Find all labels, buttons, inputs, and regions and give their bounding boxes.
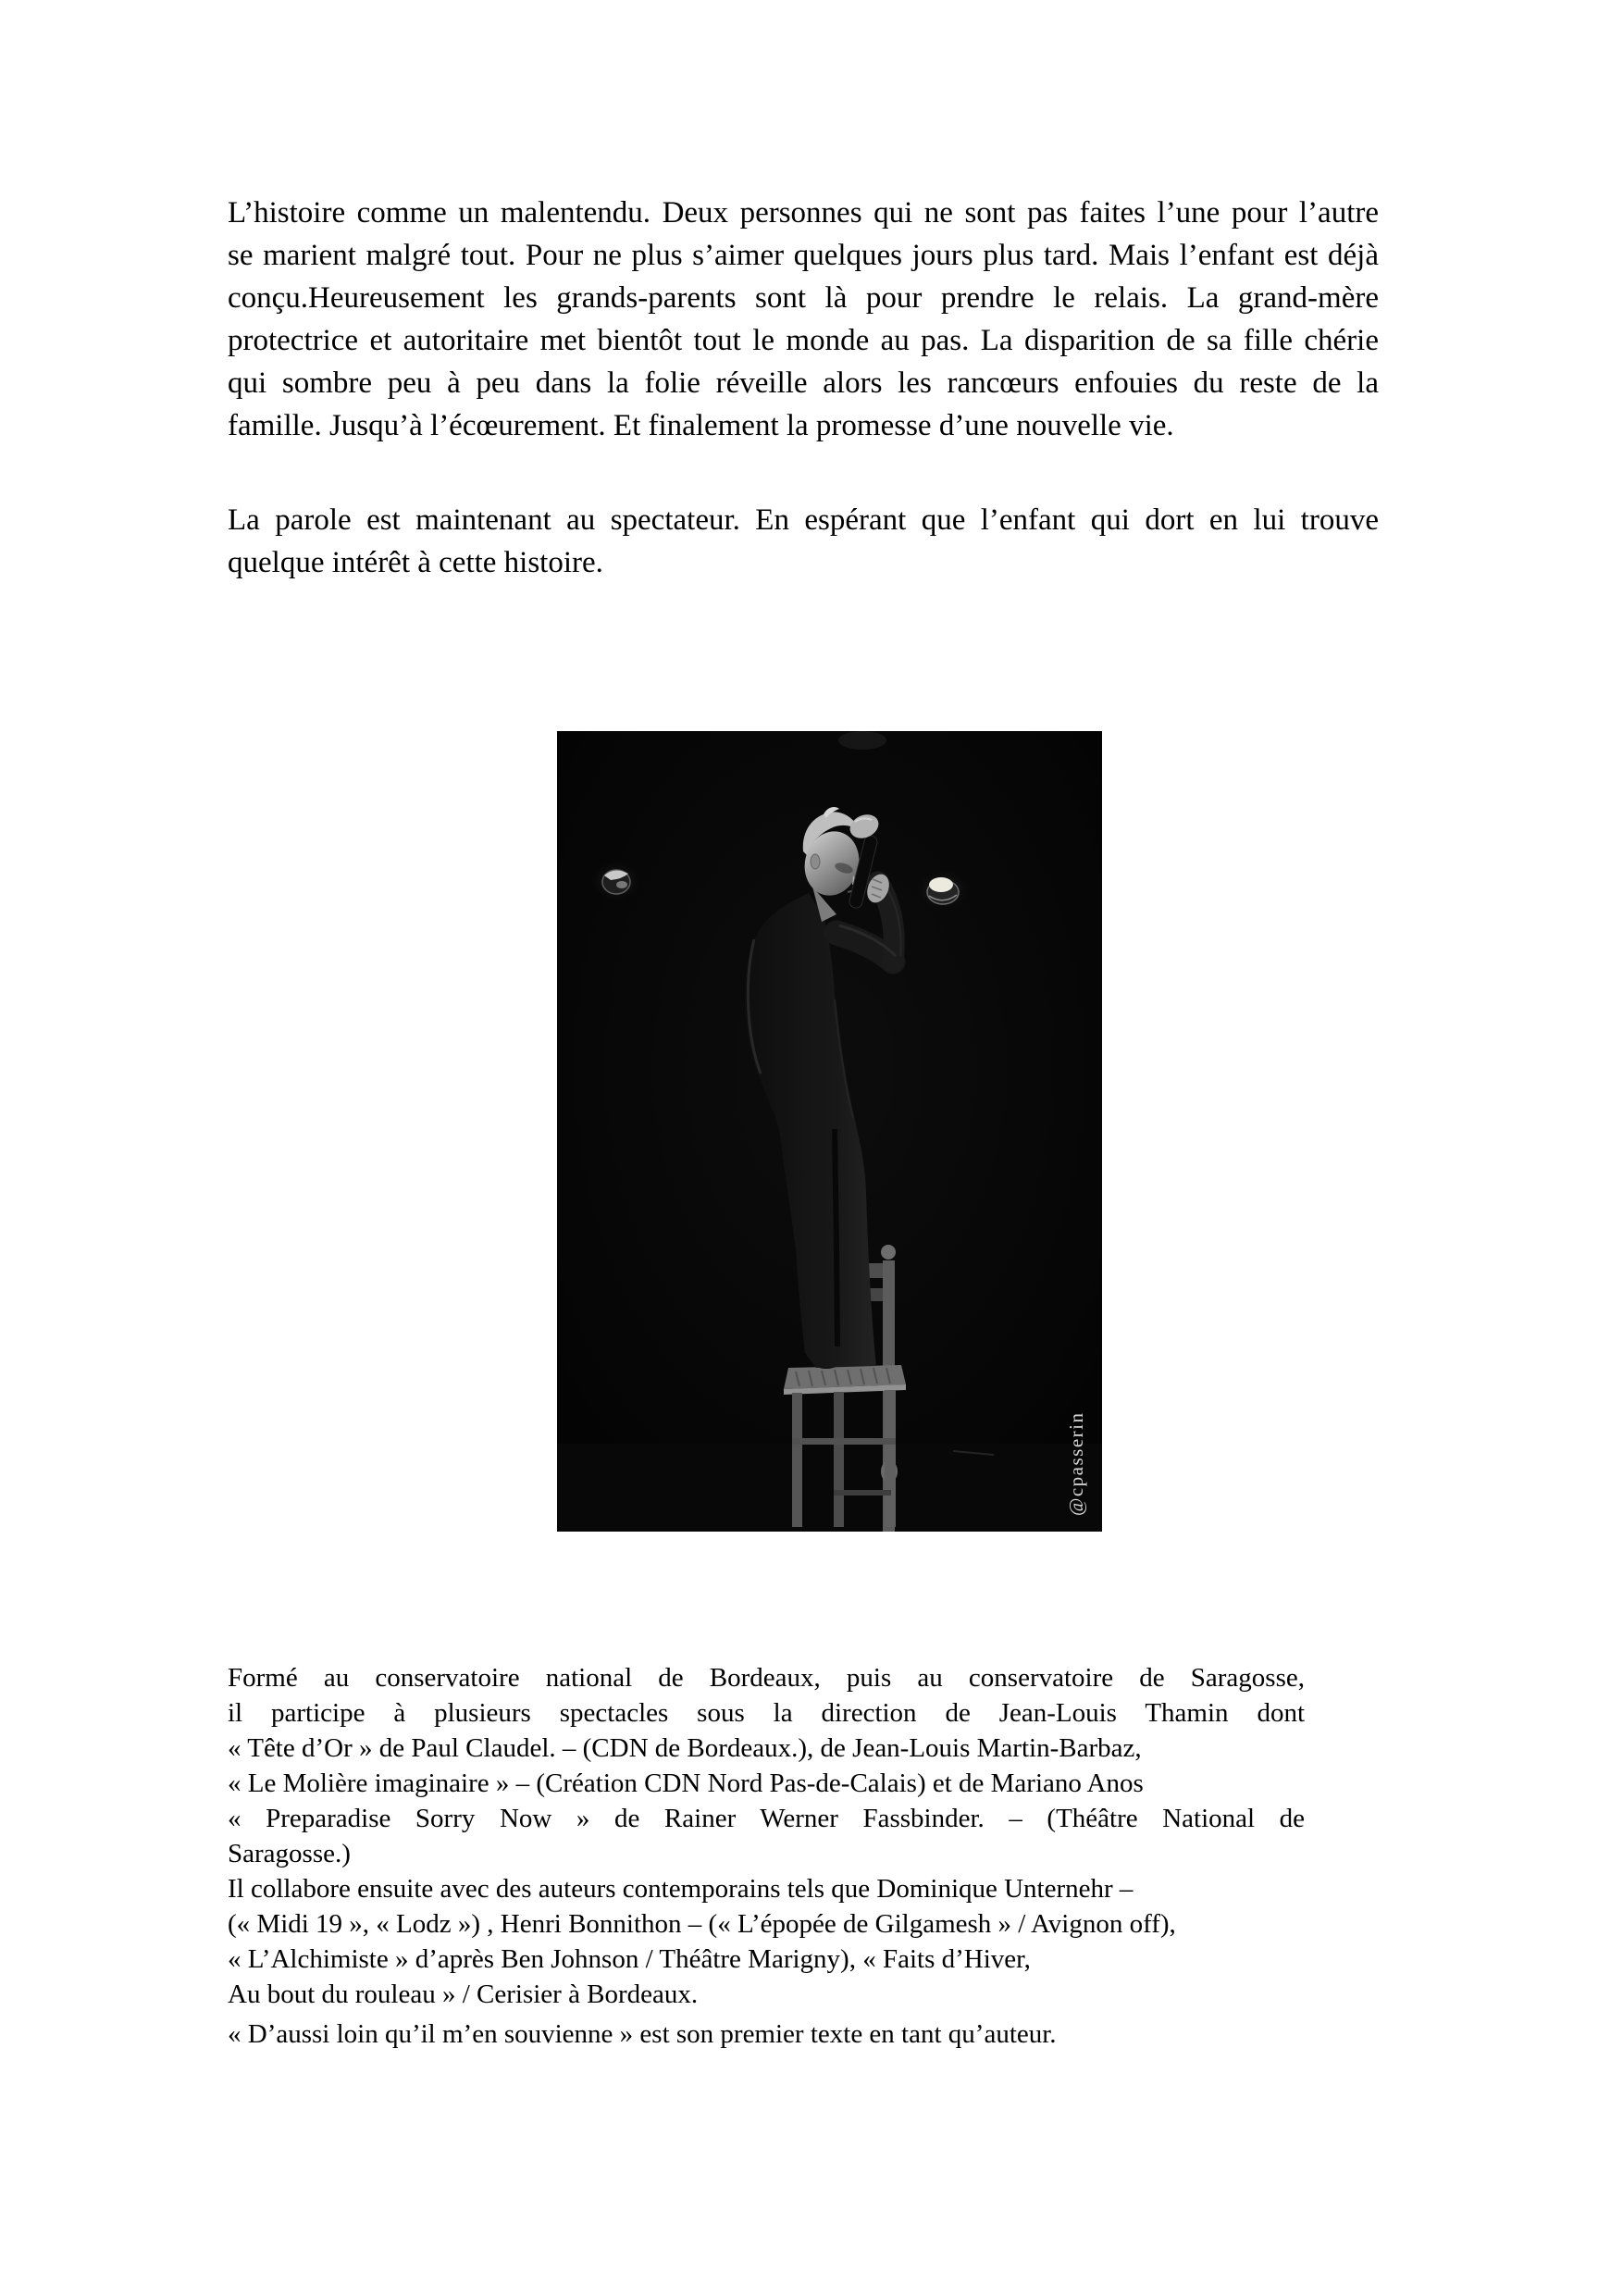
watermark-credit: @cpasserin	[1065, 1411, 1087, 1516]
stage-light-left	[588, 859, 644, 903]
bio-paragraph-2	[228, 1871, 1305, 2012]
dim-light-glow	[838, 731, 886, 750]
text-line: « L’Alchimiste » d’après Ben Johnson / Théâtre Marigny), « Faits d’Hiver,	[228, 1944, 1031, 1974]
text-line: « D’aussi loin qu’il m’en souvienne » est son premier texte en tant qu’auteur.	[228, 2019, 1057, 2049]
intro-paragraph-2	[228, 499, 1379, 584]
text-line: « Preparadise Sorry Now » de Rainer Werner Fassbinder. – (Théâtre National de	[228, 1804, 1305, 1833]
text-line: qui sombre peu à peu dans la folie réveille alors les rancœurs enfouies du reste de la	[228, 366, 1379, 400]
text-line: « Tête d’Or » de Paul Claudel. – (CDN de Bordeaux.), de Jean-Louis Martin-Barbaz,	[228, 1733, 1142, 1763]
intro-paragraph-1	[228, 192, 1379, 447]
text-line: il participe à plusieurs spectacles sous la direction de Jean-Louis Thamin dont	[228, 1698, 1305, 1728]
stage-floor	[557, 1444, 1102, 1532]
stage-photo-image	[557, 731, 1102, 1532]
text-line: (« Midi 19 », « Lodz ») , Henri Bonnithon – (« L’épopée de Gilgamesh » / Avignon off),	[228, 1909, 1176, 1939]
text-line: La parole est maintenant au spectateur. En espérant que l’enfant qui dort en lui trouve	[228, 503, 1379, 537]
text-line: famille. Jusqu’à l’écœurement. Et finalement la promesse d’une nouvelle vie.	[228, 409, 1174, 442]
stage-light-right	[913, 867, 973, 913]
text-line: Au bout du rouleau » / Cerisier à Bordeaux.	[228, 1980, 699, 2009]
text-line: « Le Molière imaginaire » – (Création CDN Nord Pas-de-Calais) et de Mariano Anos	[228, 1769, 1144, 1798]
text-line: protectrice et autoritaire met bientôt tout le monde au pas. La disparition de sa fille chérie	[228, 324, 1379, 357]
text-line: L’histoire comme un malentendu. Deux personnes qui ne sont pas faites l’une pour l’autre	[228, 196, 1379, 230]
bio-paragraph-3	[228, 2017, 1305, 2052]
text-line: se marient malgré tout. Pour ne plus s’aimer quelques jours plus tard. Mais l’enfant est déjà	[228, 239, 1379, 272]
bio-paragraph-1	[228, 1660, 1305, 1871]
stage-photo	[557, 731, 1102, 1532]
text-line: Formé au conservatoire national de Bordeaux, puis au conservatoire de Saragosse,	[228, 1663, 1305, 1693]
text-line: quelque intérêt à cette histoire.	[228, 546, 603, 579]
text-line: conçu.Heureusement les grands-parents sont là pour prendre le relais. La grand-mère	[228, 281, 1379, 315]
text-line: Saragosse.)	[228, 1839, 351, 1868]
text-line: Il collabore ensuite avec des auteurs contemporains tels que Dominique Unternehr –	[228, 1874, 1134, 1904]
